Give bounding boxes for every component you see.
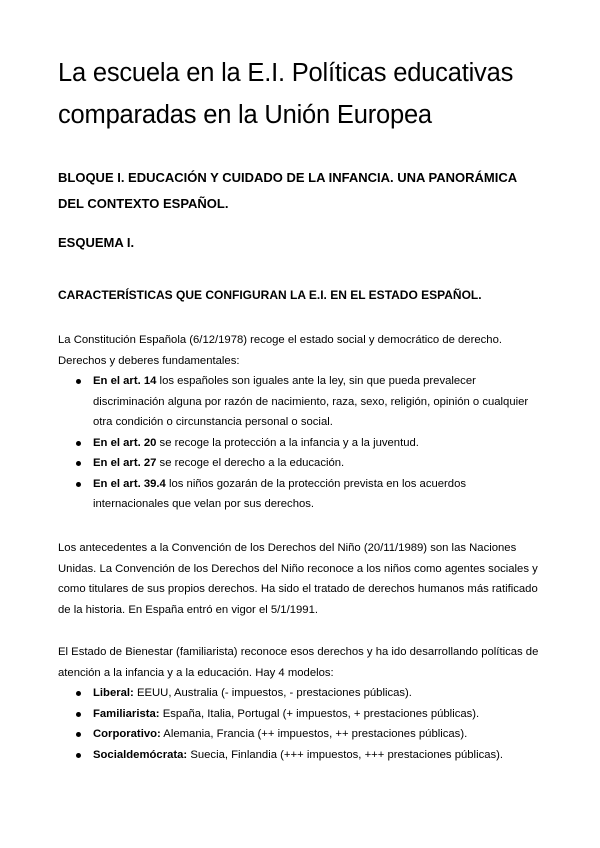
article-label: En el art. 39.4 [93,477,166,490]
list-item-text: se recoge el derecho a la educación. [156,457,345,469]
model-label: Familiarista: [93,707,160,720]
bloque-heading: BLOQUE I. EDUCACIÓN Y CUIDADO DE LA INFANCIA. UNA PANORÁMICA DEL CONTEXTO ESPAÑOL. [58,170,517,211]
bienestar-list [58,683,538,765]
bullet-icon [76,482,81,487]
bullet-icon [76,732,81,737]
list-item [58,371,538,433]
bullet-icon [76,753,81,758]
list-item [58,433,538,454]
constitucion-intro: La Constitución Española (6/12/1978) recoge el estado social y democrático de derecho. Derechos y deberes fundamentales: [58,334,502,367]
article-label: En el art. 14 [93,375,157,387]
list-item-text: los niños gozarán de la protección prevista en los acuerdos internacionales que velan por sus derechos. [93,477,467,510]
bienestar-intro: El Estado de Bienestar (familiarista) reconoce esos derechos y ha ido desarrollando políticas de atención a la infancia y a la educación. Hay 4 modelos: [58,646,539,679]
model-label: Liberal: [93,687,134,699]
list-item-text: España, Italia, Portugal (+ impuestos, + prestaciones públicas). [159,707,480,720]
list-item-text: los españoles son iguales ante la ley, sin que pueda prevalecer discriminación alguna por razón de nacimiento, raza, sexo, religión, opinión o cualquier otra condición o circunstancia personal o social. [93,375,529,428]
list-item [58,745,538,766]
document-title: La escuela en la E.I. Políticas educativas comparadas en la Unión Europea [58,59,514,129]
list-item-text: EEUU, Australia (- impuestos, - prestaciones públicas). [133,687,412,699]
bullet-icon [76,379,81,384]
bullet-icon [76,712,81,717]
bullet-icon [76,461,81,466]
model-label: Socialdemócrata: [93,748,188,761]
article-label: En el art. 20 [93,436,157,449]
list-item-text: Alemania, Francia (++ impuestos, ++ prestaciones públicas). [160,728,468,740]
model-label: Corporativo: [93,728,161,740]
list-item [58,453,538,474]
bullet-icon [76,441,81,446]
convencion-paragraph: Los antecedentes a la Convención de los Derechos del Niño (20/11/1989) son las Naciones Unidas. La Convención de los Derechos del Niño reconoce a los niños como agentes sociales y como titulares de sus propios derechos. Ha sido el tratado de derechos humanos más ratificado de la historia. En España entró en vigor el 5/1/1991. [58,542,538,616]
bullet-icon [76,691,81,696]
esquema-heading: ESQUEMA I. [58,235,135,250]
list-item-text: se recoge la protección a la infancia y a la juventud. [156,436,419,449]
list-item [58,704,538,725]
caracteristicas-heading: CARACTERÍSTICAS QUE CONFIGURAN LA E.I. EN EL ESTADO ESPAÑOL. [58,288,482,302]
list-item [58,474,538,515]
list-item [58,724,538,745]
article-label: En el art. 27 [93,457,157,469]
list-item [58,683,538,704]
constitucion-list [58,371,538,515]
list-item-text: Suecia, Finlandia (+++ impuestos, +++ prestaciones públicas). [187,748,504,761]
